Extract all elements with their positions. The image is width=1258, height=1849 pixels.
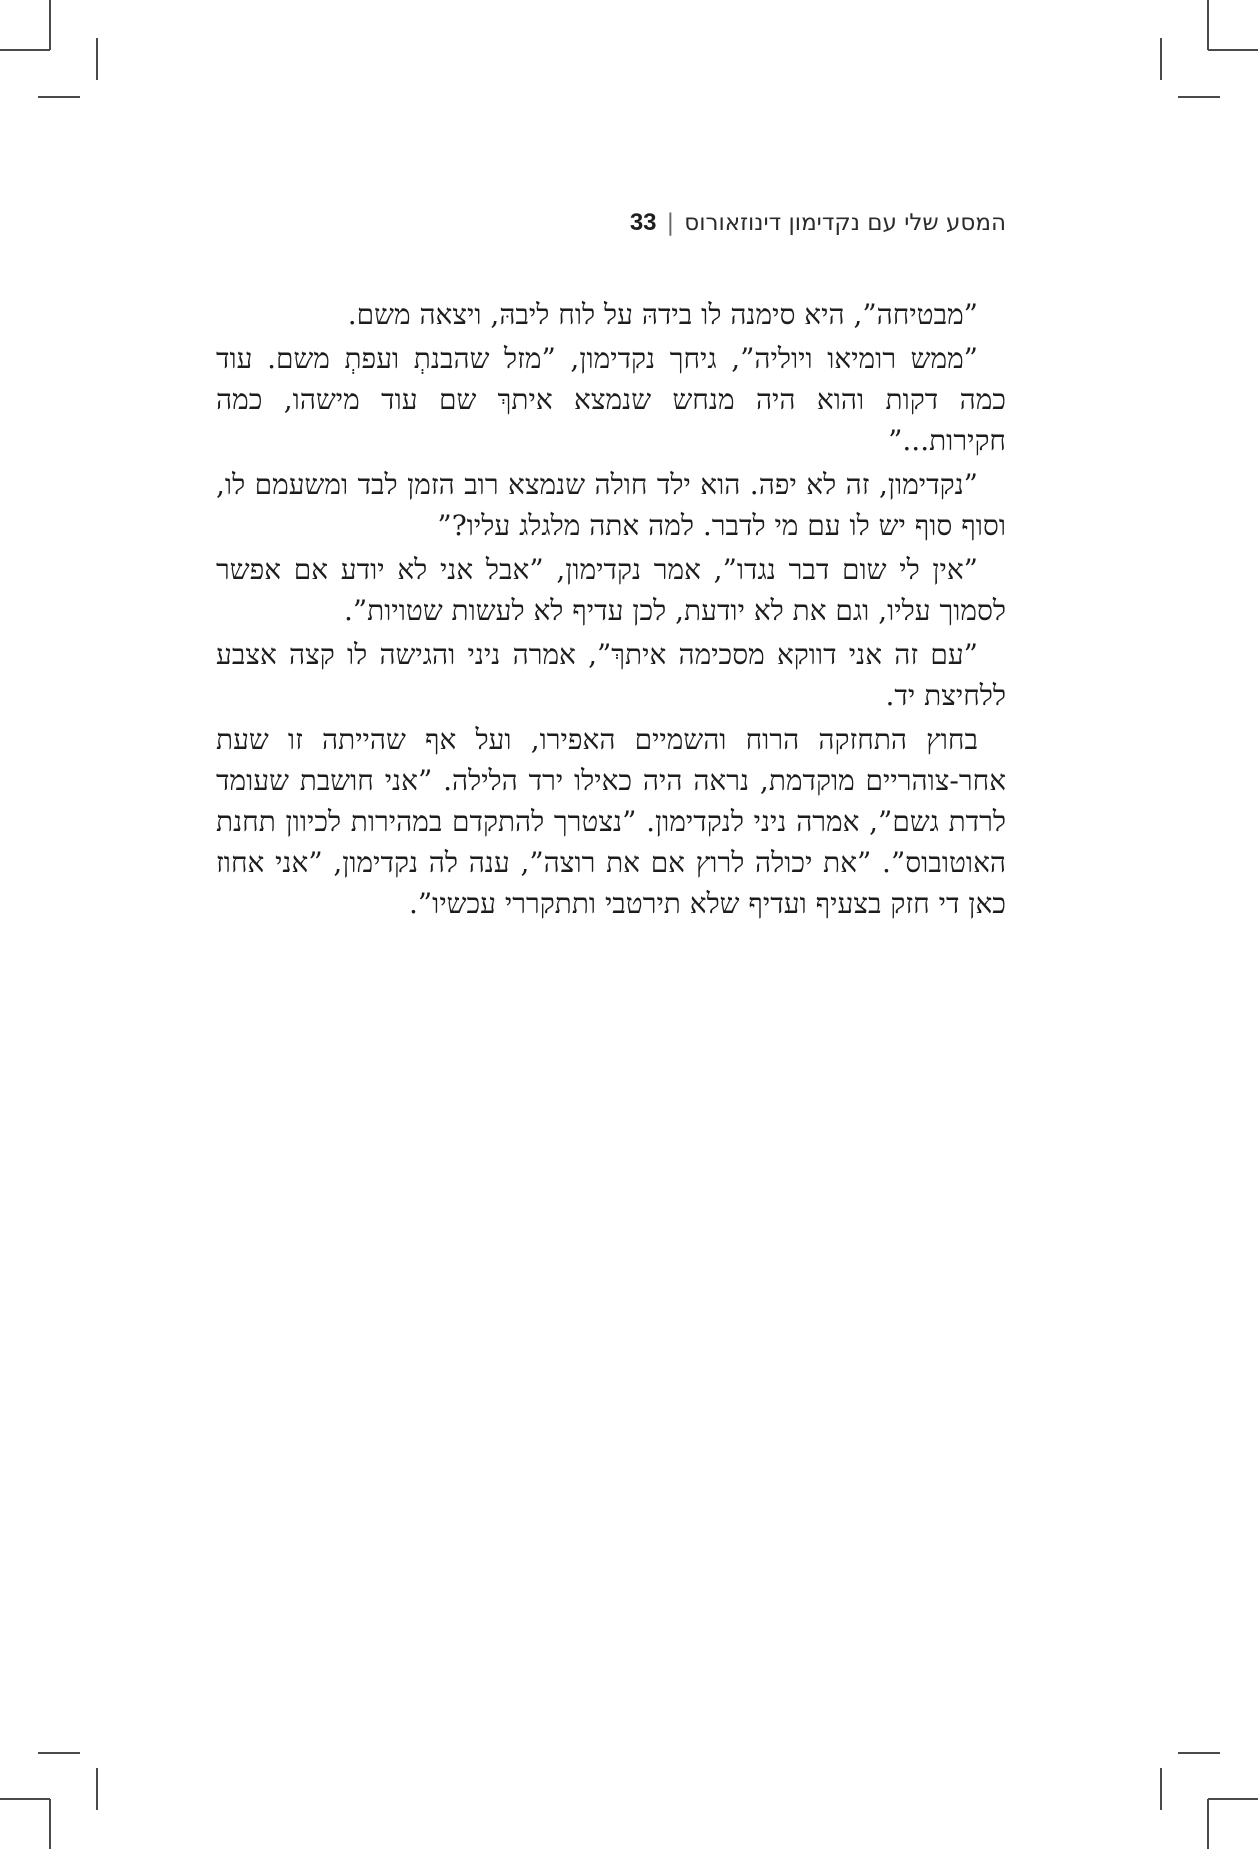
paragraph-2: ”ממש רומיאו ויוליה”, גיחך נקדימון, ”מזל שהבנתְ ועפתְ משם. עוד כמה דקות והוא היה מנחש שנמצא איתךְ שם עוד מישהו, כמה חקירות...” <box>216 342 1006 457</box>
crop-mark-top-right-v <box>1207 0 1209 50</box>
crop-mark-top-right-bleed-h <box>1178 96 1220 98</box>
crop-mark-top-left-h <box>0 49 50 51</box>
paragraph-4: ”אין לי שום דבר נגדו”, אמר נקדימון, ”אבל אני לא יודע אם אפשר לסמוך עליו, וגם את לא יודעת, לכן עדיף לא לעשות שטויות”. <box>216 553 1006 627</box>
crop-mark-top-left-bleed-h <box>38 96 80 98</box>
running-header <box>216 206 1006 240</box>
crop-mark-top-right-bleed <box>1160 38 1162 80</box>
book-title: המסע שלי עם נקדימון דינוזאורוס <box>684 210 1006 236</box>
crop-mark-bottom-right-h <box>1208 1798 1258 1800</box>
crop-mark-bottom-right-bleed <box>1160 1768 1162 1810</box>
crop-mark-bottom-right-v <box>1207 1799 1209 1849</box>
page-number: 33 <box>629 209 657 236</box>
paragraph-6: בחוץ התחזקה הרוח והשמיים האפירו, ועל אף שהייתה זו שעת אחר-צוהריים מוקדמת, נראה היה כאילו ירד הלילה. ”אני חושבת שעומד לרדת גשם”, אמרה ניני לנקדימון. ”נצטרך להתקדם במהירות לכיוון תחנת האוטובוס”. ”את יכולה לרוץ אם את רוצה”, ענה לה נקדימון, ”אני אחוז כאן די חזק בצעיף ועדיף שלא תירטבי ותתקררי עכשיו”. <box>216 723 1006 920</box>
crop-mark-bottom-right-bleed-h <box>1178 1752 1220 1754</box>
crop-mark-bottom-left-h <box>0 1798 50 1800</box>
paragraph-3: ”נקדימון, זה לא יפה. הוא ילד חולה שנמצא רוב הזמן לבד ומשעמם לו, וסוף סוף יש לו עם מי לדבר. למה אתה מלגלג עליו?” <box>216 468 1006 542</box>
crop-mark-bottom-left-v <box>49 1799 51 1849</box>
paragraph-1: ”מבטיחה”, היא סימנה לו בידהּ על לוח ליבהּ, ויצאה משם. <box>347 298 978 331</box>
crop-mark-top-right-h <box>1208 49 1258 51</box>
header-separator: | <box>666 210 675 236</box>
crop-mark-top-left-bleed <box>96 38 98 80</box>
body-text <box>216 294 1006 927</box>
paragraph-5: ”עם זה אני דווקא מסכימה איתךְ”, אמרה ניני והגישה לו קצה אצבע ללחיצת יד. <box>216 638 1006 712</box>
crop-mark-bottom-left-bleed <box>96 1768 98 1810</box>
crop-mark-top-left-v <box>49 0 51 50</box>
crop-mark-bottom-left-bleed-h <box>38 1752 80 1754</box>
